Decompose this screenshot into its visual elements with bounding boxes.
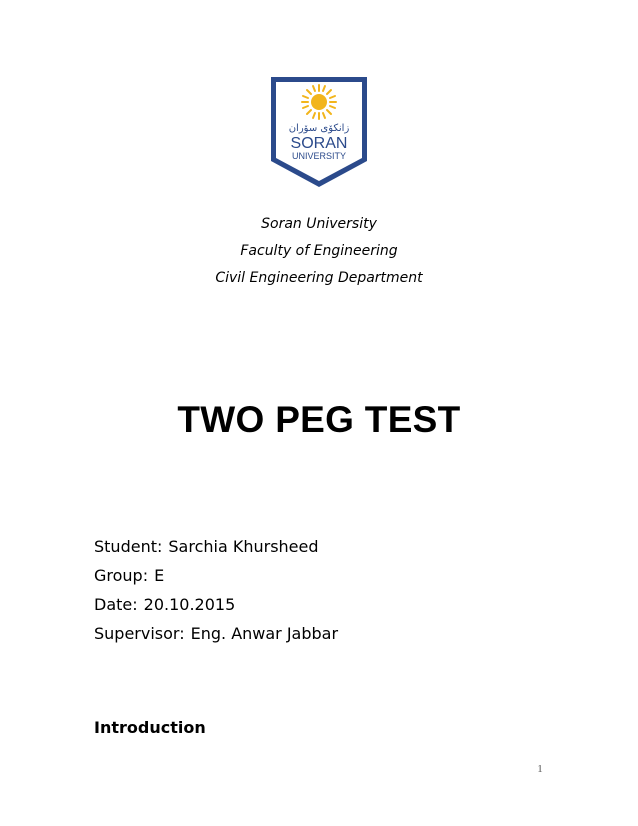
supervisor-label: Supervisor:	[94, 624, 185, 643]
group-value: E	[154, 566, 165, 585]
soran-university-logo	[269, 75, 369, 189]
date-label: Date:	[94, 595, 138, 614]
logo-name-line2: UNIVERSITY	[291, 151, 347, 161]
logo-name-line1: SORAN	[290, 135, 348, 152]
student-line	[94, 537, 319, 557]
date-value: 20.10.2015	[143, 595, 236, 614]
group-line	[94, 566, 164, 586]
logo-arabic-text: زانكۆی سۆران	[288, 123, 350, 134]
date-line	[94, 595, 235, 615]
department-name: Civil Engineering Department	[215, 270, 423, 286]
university-name: Soran University	[261, 216, 377, 232]
faculty-name: Faculty of Engineering	[240, 243, 398, 259]
document-title: TWO PEG TEST	[177, 399, 461, 440]
page-number: 1	[537, 763, 543, 775]
supervisor-line	[94, 624, 338, 644]
supervisor-value: Eng. Anwar Jabbar	[190, 624, 339, 643]
group-label: Group:	[94, 566, 149, 585]
student-value: Sarchia Khursheed	[168, 537, 319, 556]
student-label: Student:	[94, 537, 163, 556]
section-heading-introduction: Introduction	[94, 718, 206, 737]
